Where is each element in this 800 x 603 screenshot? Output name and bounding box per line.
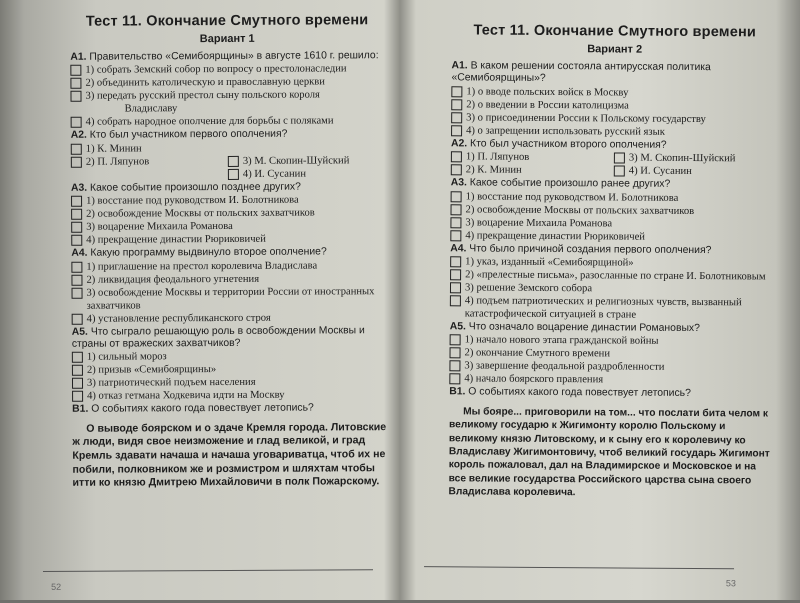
checkbox[interactable] xyxy=(72,287,83,298)
question xyxy=(72,403,386,417)
question-text: Правительство «Семибоярщины» в августе 1610 г. решило: xyxy=(89,50,379,63)
answer-option[interactable]: 2) К. Минин xyxy=(451,164,614,178)
answer-option[interactable]: 3) патриотический подъем населения xyxy=(72,376,386,391)
checkbox[interactable] xyxy=(449,361,460,372)
answer-option[interactable]: 4) установление республиканского строя xyxy=(72,311,386,326)
answer-option[interactable]: 1) К. Минин xyxy=(71,142,228,156)
answer-option[interactable]: 4) собрать народное ополчение для борьбы с поляками xyxy=(71,115,385,130)
answer-option[interactable]: 3) М. Скопин-Шуйский xyxy=(614,152,777,166)
checkbox[interactable] xyxy=(72,391,83,402)
footer-rule xyxy=(424,566,734,569)
question-number: А1. xyxy=(70,51,87,63)
question-text: Что было причиной создания первого ополчения? xyxy=(469,243,712,256)
answer-option[interactable]: 3) М. Скопин-Шуйский xyxy=(228,154,385,168)
question-text: О событиях какого года повествует летопись? xyxy=(468,386,691,400)
answer-option[interactable]: 1) сильный мороз xyxy=(72,350,386,365)
answer-option[interactable]: 3) завершение феодальной раздробленности xyxy=(449,360,775,375)
question-number: А4. xyxy=(71,247,88,260)
checkbox[interactable] xyxy=(449,348,460,359)
question-number: А5. xyxy=(71,326,88,338)
checkbox[interactable] xyxy=(70,91,81,102)
question xyxy=(449,321,775,388)
question-text: Кто был участником второго ополчения? xyxy=(470,138,667,151)
checkbox[interactable] xyxy=(614,153,625,164)
question xyxy=(450,243,777,323)
answer-option[interactable]: 1) о вводе польских войск в Москву xyxy=(451,85,777,100)
question-number: А2. xyxy=(450,138,468,150)
checkbox[interactable] xyxy=(71,274,82,285)
checkbox[interactable] xyxy=(451,86,462,97)
question-text: Что сыграло решающую роль в освобождении Москвы и страны от вражеских захватчиков? xyxy=(71,324,365,350)
question xyxy=(451,138,777,179)
answer-option[interactable]: 4) о запрещении использовать русский язык xyxy=(451,124,777,139)
question-number: А1. xyxy=(451,60,468,72)
answer-option[interactable]: 2) освобождение Москвы от польских захватчиков xyxy=(450,203,776,218)
question xyxy=(71,246,385,325)
answer-option[interactable]: 1) приглашение на престол королевича Владислава xyxy=(71,259,385,274)
answer-option[interactable]: 3) воцарение Михаила Романова xyxy=(71,219,385,234)
question-number: А2. xyxy=(70,130,87,142)
checkbox[interactable] xyxy=(450,230,461,241)
question xyxy=(451,60,778,139)
answer-option[interactable]: 1) восстание под руководством И. Болотникова xyxy=(71,193,385,208)
checkbox[interactable] xyxy=(71,144,82,155)
chronicle-passage: О выводе боярском и о здаче Кремля города. Литовские ж люди, видя свое неизможение и глад великой, и град Кремль здавати начаша и начаша уговариватца, чтоб их не побили, полковником же и розмистром и шляхтам чтобы итти ко князю Дмитрею Михайловичи в полк Пожарскому. xyxy=(72,420,387,490)
question-number: А4. xyxy=(450,242,467,255)
question xyxy=(449,387,775,402)
chronicle-passage: Мы бояре... приговорили на том... что послати бита челом к великому государю к Жигимонту королю Польскому и великому князю Литовскому, и к сыну его к королевичу ко Владиславу Жигимонтовичу, чтоб великий государь Жигимонт король пожаловал, дал на Владимирское и Московское и на все великие государства Российского царства сына своего Владислава королевича. xyxy=(448,406,770,499)
checkbox[interactable] xyxy=(451,152,462,163)
checkbox[interactable] xyxy=(72,365,83,376)
checkbox[interactable] xyxy=(228,169,239,180)
answer-option[interactable]: 4) И. Сусанин xyxy=(228,167,385,181)
checkbox[interactable] xyxy=(70,78,81,89)
answer-option[interactable]: 1) указ, изданный «Семибоярщиной» xyxy=(450,255,776,270)
question-number: В1. xyxy=(449,386,466,398)
answer-option[interactable]: 2) П. Ляпунов xyxy=(71,155,228,169)
left-page xyxy=(30,0,401,600)
answer-option[interactable]: 3) решение Земского собора xyxy=(450,281,776,296)
checkbox[interactable] xyxy=(450,269,461,280)
page-title: Тест 11. Окончание Смутного времени xyxy=(473,22,757,41)
question-text: Какую программу выдвинуло второе ополчение? xyxy=(90,246,327,259)
answer-option-continuation: Владиславу xyxy=(124,103,178,115)
page-title: Тест 11. Окончание Смутного времени xyxy=(85,12,369,30)
checkbox[interactable] xyxy=(450,335,461,346)
answer-option[interactable]: 2) окончание Смутного времени xyxy=(449,347,775,362)
checkbox[interactable] xyxy=(71,261,82,272)
answer-option[interactable]: 1) начало нового этапа гражданской войны xyxy=(450,334,776,349)
answer-option[interactable]: 4) прекращение династии Рюриковичей xyxy=(71,232,385,247)
question xyxy=(450,178,776,245)
checkbox[interactable] xyxy=(71,235,82,246)
answer-option[interactable]: 2) призыв «Семибоярщины» xyxy=(72,363,386,378)
question-text: Какое событие произошло ранее других? xyxy=(469,177,671,191)
checkbox[interactable] xyxy=(72,313,83,324)
checkbox[interactable] xyxy=(71,117,82,128)
answer-option[interactable]: 2) освобождение Москвы от польских захватчиков xyxy=(71,206,385,221)
question-text: В каком решении состояла антирусская политика «Семибоярщины»? xyxy=(451,60,711,85)
answer-option[interactable]: 3) передать русский престол сыну польского короля xyxy=(70,89,384,104)
checkbox[interactable] xyxy=(451,204,462,215)
question-text: Что означало воцарение династии Романовых? xyxy=(468,321,700,335)
checkbox[interactable] xyxy=(451,191,462,202)
checkbox[interactable] xyxy=(71,196,82,207)
question xyxy=(71,181,385,247)
answer-option[interactable]: 1) собрать Земский собор по вопросу о престолонаследии xyxy=(70,63,384,78)
question xyxy=(72,325,386,403)
variant-label: Вариант 1 xyxy=(199,32,255,46)
answer-option[interactable]: 2) «прелестные письма», разосланные по стране И. Болотниковым xyxy=(450,268,776,283)
checkbox[interactable] xyxy=(614,166,625,177)
answer-option[interactable]: 4) начало боярского правления xyxy=(449,373,775,388)
answer-option[interactable]: 4) отказ гетмана Ходкевича идти на Москву xyxy=(72,389,386,404)
question xyxy=(70,50,384,129)
checkbox[interactable] xyxy=(72,378,83,389)
answer-option[interactable]: 3) освобождение Москвы и территории России от иностранных захватчиков xyxy=(72,285,386,313)
checkbox[interactable] xyxy=(71,222,82,233)
footer-rule xyxy=(43,569,373,572)
answer-option[interactable]: 3) воцарение Михаила Романова xyxy=(450,216,776,231)
question-number: В1. xyxy=(72,404,89,416)
page-number: 52 xyxy=(51,581,62,592)
checkbox[interactable] xyxy=(451,125,462,136)
question-number: А3. xyxy=(450,177,467,189)
answer-option[interactable]: 1) восстание под руководством И. Болотникова xyxy=(451,190,777,205)
question-text: Кто был участником первого ополчения? xyxy=(89,129,288,142)
checkbox[interactable] xyxy=(450,295,461,306)
answer-option[interactable]: 4) прекращение династии Рюриковичей xyxy=(450,229,776,244)
answer-option[interactable]: 2) объединить католическую и православную церкви xyxy=(70,76,384,91)
question xyxy=(71,129,385,182)
answer-option[interactable]: 4) И. Сусанин xyxy=(614,165,777,179)
checkbox[interactable] xyxy=(71,157,82,168)
checkbox[interactable] xyxy=(72,352,83,363)
answer-option[interactable]: 2) ликвидация феодального угнетения xyxy=(71,272,385,287)
checkbox[interactable] xyxy=(228,156,239,167)
answer-option[interactable]: 2) о введении в России католицизма xyxy=(451,98,777,113)
answer-option[interactable]: 3) о присоединении России к Польскому государству xyxy=(451,111,777,126)
checkbox[interactable] xyxy=(451,165,462,176)
checkbox[interactable] xyxy=(450,217,461,228)
right-page xyxy=(404,0,788,603)
answer-option[interactable]: 4) подъем патриотических и религиозных чувств, вызванный катастрофической ситуацией в стране xyxy=(450,294,776,322)
answer-option[interactable]: 1) П. Ляпунов xyxy=(451,151,614,165)
checkbox[interactable] xyxy=(450,256,461,267)
variant-label: Вариант 2 xyxy=(587,43,643,56)
checkbox[interactable] xyxy=(451,99,462,110)
checkbox[interactable] xyxy=(450,282,461,293)
question-number: А5. xyxy=(449,321,466,333)
question-text: Какое событие произошло позднее других? xyxy=(90,181,301,194)
checkbox[interactable] xyxy=(451,112,462,123)
checkbox[interactable] xyxy=(71,209,82,220)
question-number: А3. xyxy=(70,182,88,194)
checkbox[interactable] xyxy=(70,65,81,76)
page-number: 53 xyxy=(725,578,736,589)
checkbox[interactable] xyxy=(449,374,460,385)
question-text: О событиях какого года повествует летопись? xyxy=(91,402,314,416)
